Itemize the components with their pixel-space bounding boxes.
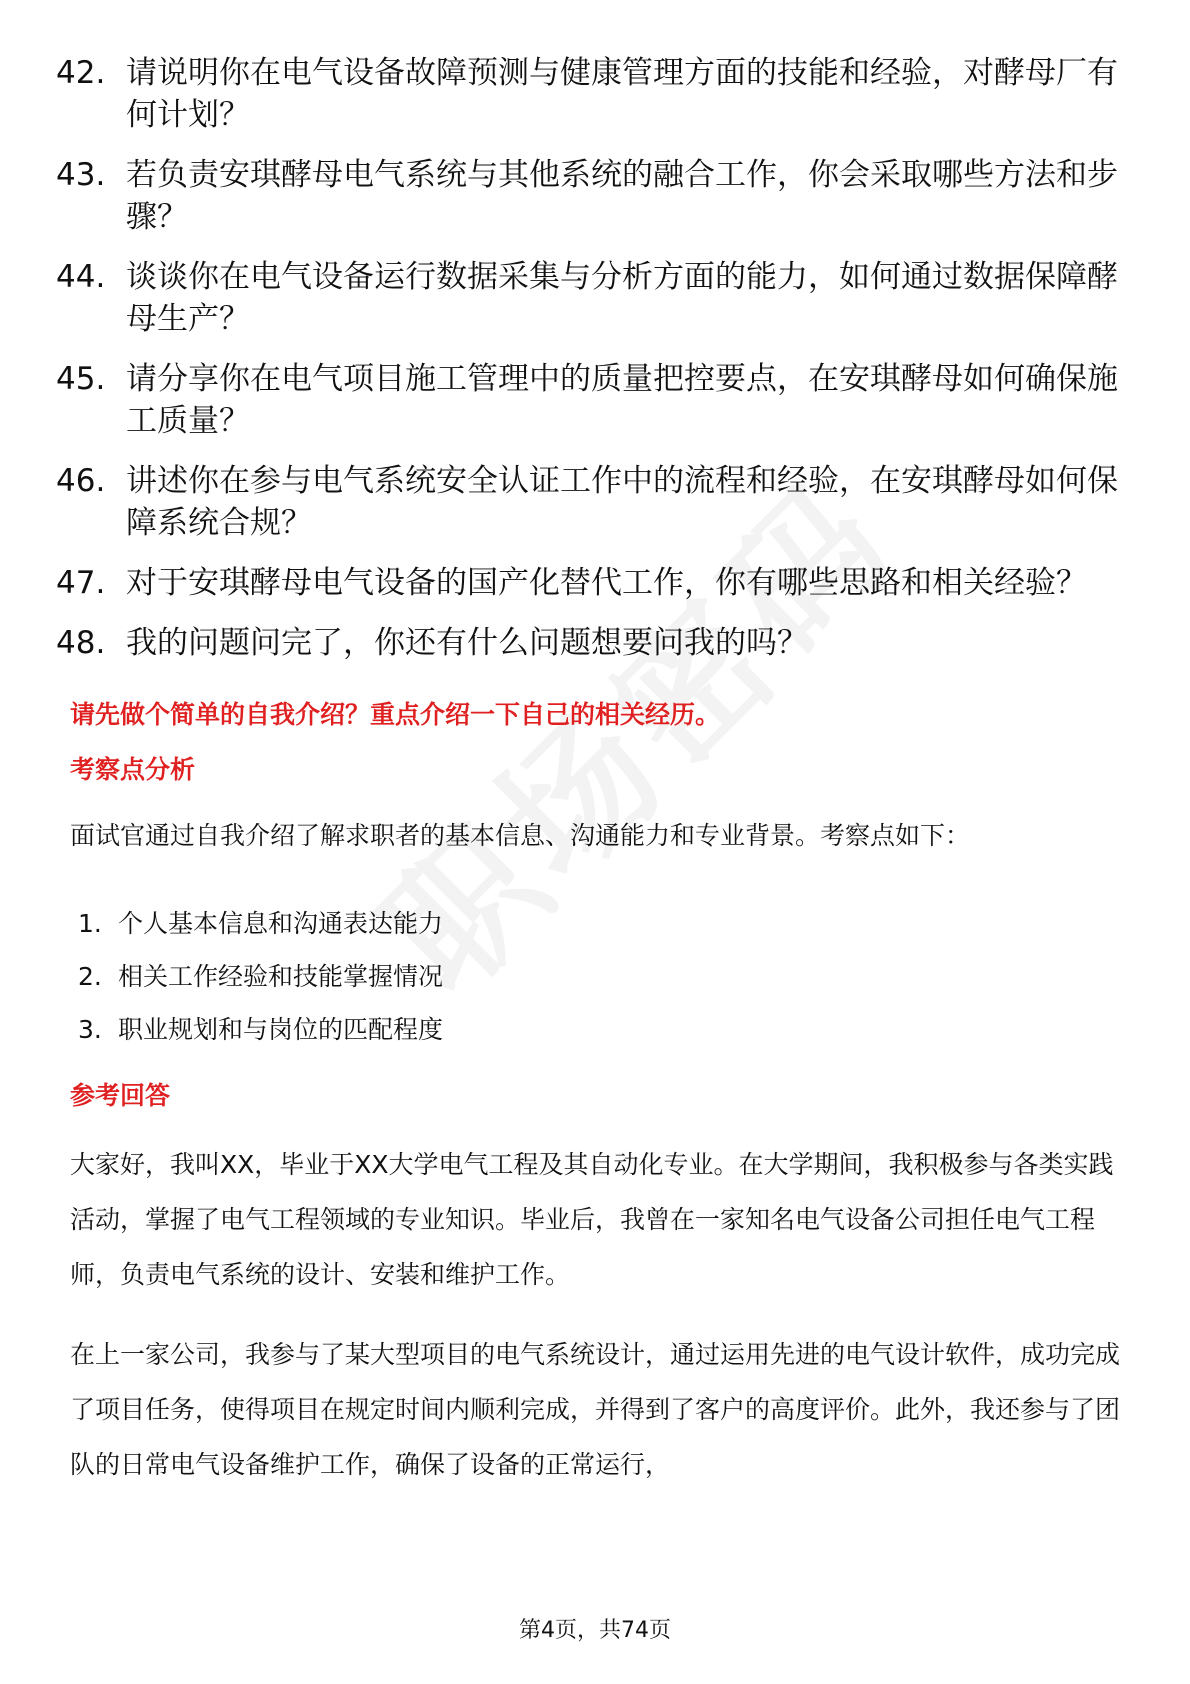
answer-heading: 参考回答: [70, 1081, 171, 1110]
list-item: [78, 1003, 678, 1056]
list-item: [78, 950, 678, 1003]
list-item: [56, 154, 1136, 238]
point-number: 1.: [78, 909, 102, 938]
question-number: 43.: [56, 157, 106, 193]
page-footer: 第4页，共74页: [519, 1618, 671, 1643]
question-number: 44.: [56, 259, 106, 295]
point-text: 个人基本信息和沟通表达能力: [118, 909, 444, 938]
question-text: 请说明你在电气设备故障预测与健康管理方面的技能和经验，对酵母厂有何计划？: [126, 55, 1118, 133]
question-text: 讲述你在参与电气系统安全认证工作中的流程和经验，在安琪酵母如何保障系统合规？: [126, 463, 1118, 541]
list-item: [56, 52, 1136, 136]
question-text: 请分享你在电气项目施工管理中的质量把控要点，在安琪酵母如何确保施工质量？: [126, 361, 1118, 439]
question-number: 48.: [56, 625, 106, 661]
list-item: [56, 460, 1136, 544]
list-item: [56, 622, 1136, 664]
question-number: 47.: [56, 565, 106, 601]
question-text: 我的问题问完了，你还有什么问题想要问我的吗？: [126, 625, 808, 661]
question-title: 请先做个简单的自我介绍？重点介绍一下自己的相关经历。: [70, 700, 721, 729]
analysis-points: [78, 897, 678, 1056]
point-number: 3.: [78, 1015, 102, 1044]
point-text: 职业规划和与岗位的匹配程度: [118, 1015, 444, 1044]
analysis-intro: 面试官通过自我介绍了解求职者的基本信息、沟通能力和专业背景。考察点如下：: [70, 821, 971, 850]
list-item: [78, 897, 678, 950]
list-item: [56, 358, 1136, 442]
question-text: 对于安琪酵母电气设备的国产化替代工作，你有哪些思路和相关经验？: [126, 565, 1087, 601]
point-number: 2.: [78, 962, 102, 991]
answer-paragraph: 在上一家公司，我参与了某大型项目的电气系统设计，通过运用先进的电气设计软件，成功完成了项目任务，使得项目在规定时间内顺利完成，并得到了客户的高度评价。此外，我还参与了团队的日常电气设备维护工作，确保了设备的正常运行，: [70, 1340, 1121, 1479]
question-number: 45.: [56, 361, 106, 397]
question-text: 若负责安琪酵母电气系统与其他系统的融合工作，你会采取哪些方法和步骤？: [126, 157, 1118, 235]
answer-paragraph: 大家好，我叫XX，毕业于XX大学电气工程及其自动化专业。在大学期间，我积极参与各类实践活动，掌握了电气工程领域的专业知识。毕业后，我曾在一家知名电气设备公司担任电气工程师，负责电气系统的设计、安装和维护工作。: [70, 1150, 1114, 1289]
list-item: [56, 256, 1136, 340]
question-number: 46.: [56, 463, 106, 499]
list-item: [56, 562, 1136, 604]
question-number: 42.: [56, 55, 106, 91]
question-list: [56, 52, 1136, 682]
point-text: 相关工作经验和技能掌握情况: [118, 962, 444, 991]
question-text: 谈谈你在电气设备运行数据采集与分析方面的能力，如何通过数据保障酵母生产？: [126, 259, 1118, 337]
analysis-heading: 考察点分析: [70, 755, 196, 784]
